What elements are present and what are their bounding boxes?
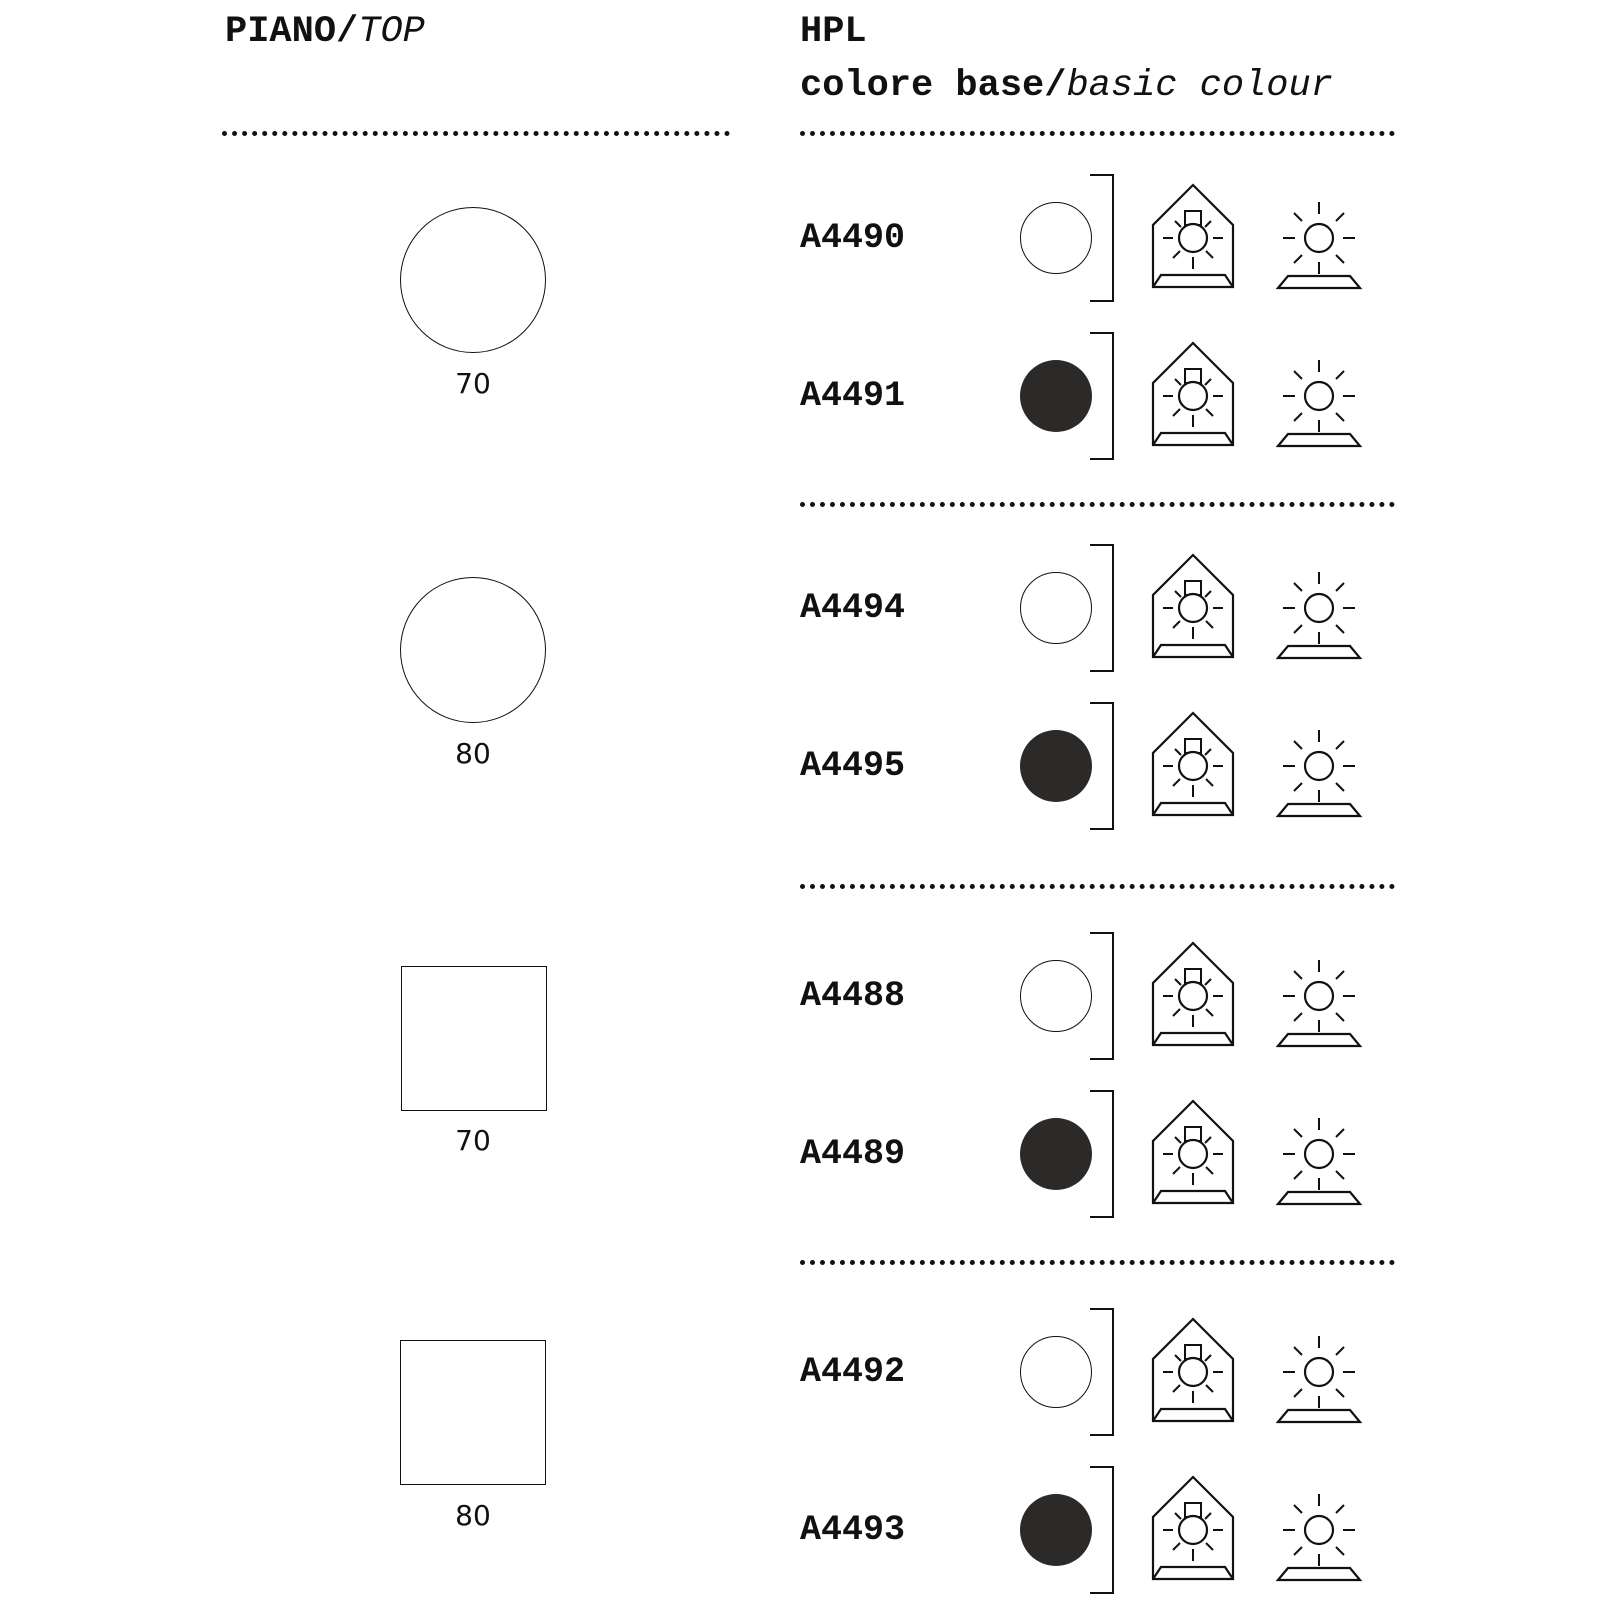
top-shape-square [400,1340,546,1485]
group-divider [800,502,1395,507]
header-top-italic: TOP [358,11,425,53]
outdoor-use-icon [1276,570,1362,665]
column-header-material: HPL [800,11,867,53]
subheader-colour-label: colore base/ [800,65,1067,107]
colour-code: A4495 [800,746,906,786]
colour-swatch-black [1020,730,1092,802]
outdoor-use-icon [1276,1492,1362,1587]
indoor-use-icon [1151,711,1235,822]
outdoor-use-icon [1276,728,1362,823]
colour-code: A4493 [800,1510,906,1550]
indoor-use-icon [1151,553,1235,664]
outdoor-use-icon [1276,358,1362,453]
indoor-use-icon [1151,341,1235,452]
divider-right [800,131,1395,136]
colour-code: A4490 [800,218,906,258]
top-size-label: 80 [455,737,491,770]
column-subheader-colour [800,65,1333,107]
colour-code: A4489 [800,1134,906,1174]
top-shape-round [400,577,546,723]
colour-code: A4492 [800,1352,906,1392]
bracket [1090,332,1114,460]
outdoor-use-icon [1276,1334,1362,1429]
bracket [1090,1090,1114,1218]
top-size-label: 80 [455,1499,491,1532]
colour-code: A4491 [800,376,906,416]
bracket [1090,1466,1114,1594]
colour-code: A4488 [800,976,906,1016]
group-divider [800,884,1395,889]
top-size-label: 70 [455,367,491,400]
bracket [1090,1308,1114,1436]
colour-swatch-white [1020,1336,1092,1408]
bracket [1090,174,1114,302]
bracket [1090,932,1114,1060]
outdoor-use-icon [1276,1116,1362,1211]
outdoor-use-icon [1276,200,1362,295]
group-divider [800,1260,1395,1265]
colour-swatch-white [1020,572,1092,644]
colour-swatch-black [1020,1118,1092,1190]
subheader-colour-italic: basic colour [1066,65,1333,107]
column-header-top [225,11,425,53]
top-shape-round [400,207,546,353]
divider-left [222,131,730,136]
outdoor-use-icon [1276,958,1362,1053]
bracket [1090,702,1114,830]
colour-code: A4494 [800,588,906,628]
bracket [1090,544,1114,672]
indoor-use-icon [1151,1099,1235,1210]
colour-swatch-black [1020,360,1092,432]
top-size-label: 70 [455,1124,491,1157]
indoor-use-icon [1151,1317,1235,1428]
colour-swatch-white [1020,960,1092,1032]
colour-swatch-white [1020,202,1092,274]
indoor-use-icon [1151,183,1235,294]
top-shape-square [401,966,547,1111]
indoor-use-icon [1151,1475,1235,1586]
colour-swatch-black [1020,1494,1092,1566]
indoor-use-icon [1151,941,1235,1052]
header-top-label: PIANO/ [225,11,359,53]
